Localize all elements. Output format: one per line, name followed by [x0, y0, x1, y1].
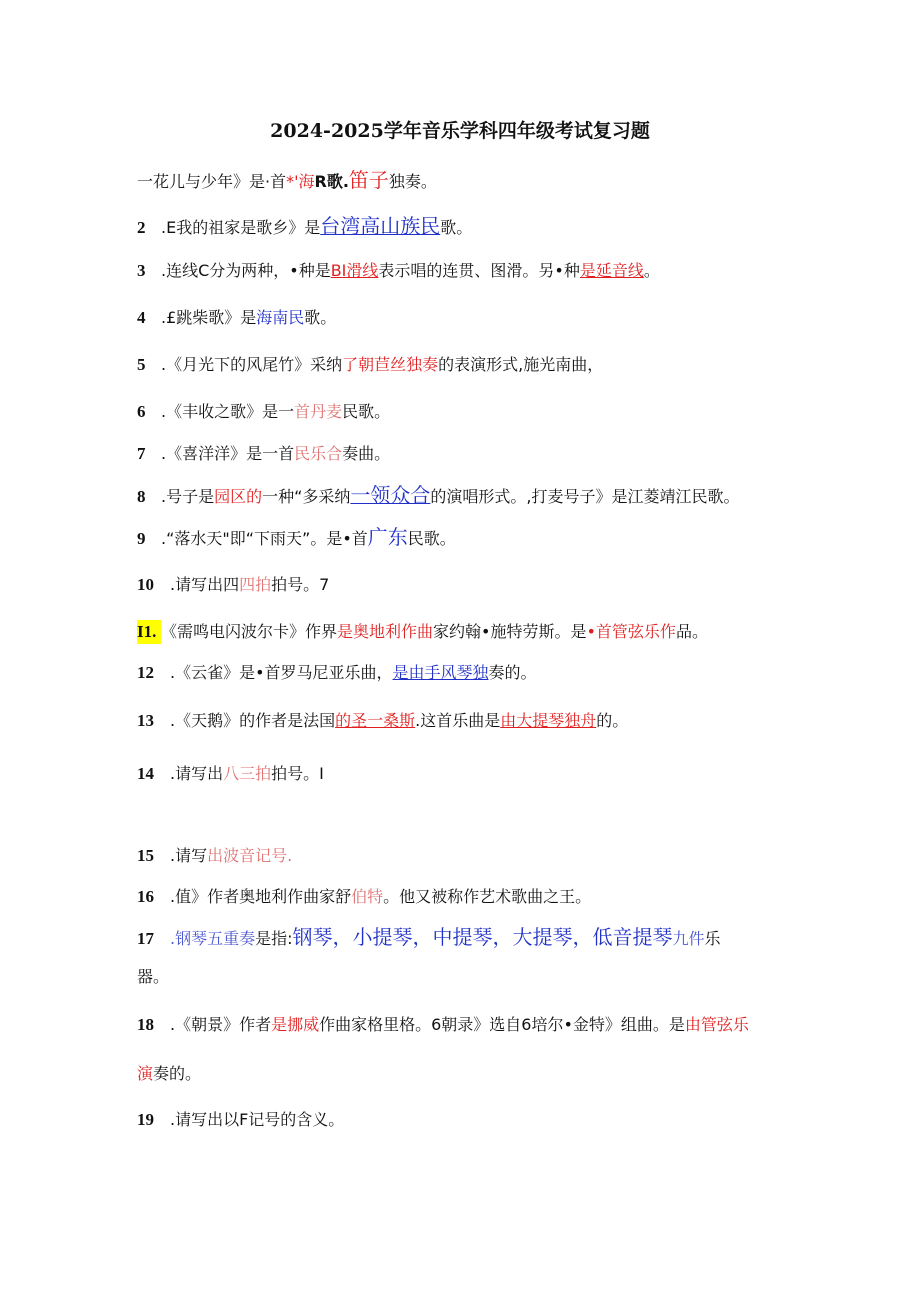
question-13: [137, 709, 628, 733]
q16-text-b: 。他又被称作艺术歌曲之王。: [383, 887, 592, 906]
question-12: [137, 661, 537, 685]
question-6: [137, 400, 390, 424]
question-14: [137, 762, 324, 786]
q10-text-b: 拍号。7: [271, 575, 330, 594]
q4-number: 4: [137, 308, 146, 327]
q8-number: 8: [137, 487, 146, 506]
q19-text: .请写出以F记号的含义。: [170, 1110, 345, 1129]
q16-answer: 伯特: [351, 887, 384, 906]
question-5: [137, 353, 603, 377]
q15-answer: 出波音记号.: [207, 846, 293, 865]
q17-text: 是指:: [255, 929, 293, 948]
q1-text: 一花儿与少年》是·首: [137, 172, 287, 191]
q18-answer-c: 演: [137, 1064, 154, 1083]
q13-answer-a: 的圣一桑斯: [335, 711, 416, 730]
q14-answer: 八三拍: [223, 764, 272, 783]
q12-number: 12: [137, 663, 154, 682]
question-4: [137, 306, 336, 330]
question-7: [137, 442, 390, 466]
q12-answer: 是由手风琴独: [392, 663, 489, 682]
q13-text-c: 的。: [596, 711, 629, 730]
q5-text: .《月光下的风尾竹》采纳: [161, 355, 343, 374]
q16-text: .值》作者奥地利作曲家舒: [170, 887, 352, 906]
q18-text-c: 奏的。: [153, 1064, 202, 1083]
q12-text-b: 奏的。: [488, 663, 537, 682]
q3-text-b: 表示唱的连贯、图滑。另•种: [378, 261, 580, 280]
q12-text: .《云雀》是•首罗马尼亚乐曲，: [170, 663, 393, 682]
question-19: [137, 1108, 344, 1132]
q15-text: .请写: [170, 846, 208, 865]
q17-answer-c: 九件: [672, 929, 705, 948]
question-11: [137, 620, 708, 644]
q10-text: .请写出四: [170, 575, 240, 594]
q8-answer-a: 园区的: [214, 487, 263, 506]
q11-answer-b: •首管弦乐作: [586, 622, 676, 641]
q17-text-b: 乐: [704, 929, 721, 948]
q5-text-b: 的表演形式,施光南曲，: [438, 355, 604, 374]
q3-answer-a: BI滑线: [330, 261, 379, 280]
q17-text-c: 器。: [137, 967, 170, 986]
q8-text-b: 一种“多采纳: [262, 487, 351, 506]
question-18-cont: [137, 1062, 201, 1086]
question-16: [137, 885, 591, 909]
q13-answer-b: 由大提琴独舟: [500, 711, 597, 730]
q3-text: .连线C分为两种，•种是: [161, 261, 331, 280]
q8-answer-b: 一领众合: [350, 483, 431, 507]
q8-text-c: 的演唱形式。,打麦号子》是江菱靖江民歌。: [430, 487, 740, 506]
q7-text: .《喜洋洋》是一首: [161, 444, 295, 463]
q18-answer-a: 是挪威: [271, 1015, 320, 1034]
q11-text: 《需鸣电闪波尔卡》作界: [161, 622, 338, 641]
q6-answer: 首丹麦: [294, 402, 343, 421]
question-9: [137, 525, 456, 551]
q5-number: 5: [137, 355, 146, 374]
q17-answer-b: 钢琴，小提琴，中提琴，大提琴，低音提琴: [292, 925, 673, 949]
question-2: [137, 214, 472, 240]
q3-answer-b: 是延音线: [579, 261, 644, 280]
q13-text: .《天鹅》的作者是法国: [170, 711, 336, 730]
q11-number: I1.: [137, 620, 161, 644]
q10-number: 10: [137, 575, 154, 594]
q18-answer-b: 由管弦乐: [684, 1015, 749, 1034]
q1-text-b: R歌.: [314, 172, 349, 191]
question-18: [137, 1013, 749, 1037]
q19-number: 19: [137, 1110, 154, 1129]
page-title: 2024-2025学年音乐学科四年级考试复习题: [270, 120, 650, 142]
q7-number: 7: [137, 444, 146, 463]
q18-text: .《朝景》作者: [170, 1015, 272, 1034]
q9-number: 9: [137, 529, 146, 548]
q6-number: 6: [137, 402, 146, 421]
q18-number: 18: [137, 1015, 154, 1034]
q4-answer: 海南民: [256, 308, 305, 327]
q3-number: 3: [137, 261, 146, 280]
q7-text-b: 奏曲。: [342, 444, 391, 463]
q10-answer: 四拍: [239, 575, 272, 594]
q7-answer: 民乐合: [294, 444, 343, 463]
q17-number: 17: [137, 929, 154, 948]
q13-number: 13: [137, 711, 154, 730]
q2-number: 2: [137, 218, 146, 237]
q14-text: .请写出: [170, 764, 224, 783]
q1-answer-a: *'海: [286, 172, 315, 191]
q9-text-b: 民歌。: [407, 529, 456, 548]
q2-text: .E我的祖家是歌乡》是: [161, 218, 321, 237]
q4-text: .£跳柴歌》是: [161, 308, 257, 327]
q15-number: 15: [137, 846, 154, 865]
q4-text-b: 歌。: [304, 308, 337, 327]
q5-answer: 了朝苣丝独奏: [342, 355, 439, 374]
q14-number: 14: [137, 764, 154, 783]
q6-text: .《丰收之歌》是一: [161, 402, 295, 421]
q8-text: .号子是: [161, 487, 215, 506]
q13-text-b: .这首乐曲是: [415, 711, 501, 730]
q9-text: .“落水天"即“下雨天”。是•首: [161, 529, 368, 548]
question-15: [137, 844, 292, 868]
q14-text-b: 拍号。I: [271, 764, 324, 783]
q3-text-c: 。: [643, 261, 660, 280]
q11-answer-a: 是奥地利作曲: [337, 622, 434, 641]
q16-number: 16: [137, 887, 154, 906]
q18-text-b: 作曲家格里格。6朝录》选自6培尔•金特》组曲。是: [319, 1015, 685, 1034]
q9-answer: 广东: [367, 525, 408, 549]
question-8: [137, 483, 740, 509]
q11-text-c: 品。: [675, 622, 708, 641]
question-17-cont: [137, 965, 169, 989]
q2-answer: 台湾高山族民: [320, 214, 441, 238]
q1-text-c: 独奏。: [388, 172, 437, 191]
question-3: [137, 259, 660, 283]
q2-text-b: 歌。: [440, 218, 473, 237]
q11-text-b: 家约翰•施特劳斯。是: [433, 622, 587, 641]
q1-answer-b: 笛子: [348, 168, 389, 192]
q6-text-b: 民歌。: [342, 402, 391, 421]
q17-answer-a: .钢琴五重奏: [170, 929, 256, 948]
question-1: [137, 168, 437, 194]
question-10: [137, 573, 329, 597]
question-17: [137, 925, 721, 951]
